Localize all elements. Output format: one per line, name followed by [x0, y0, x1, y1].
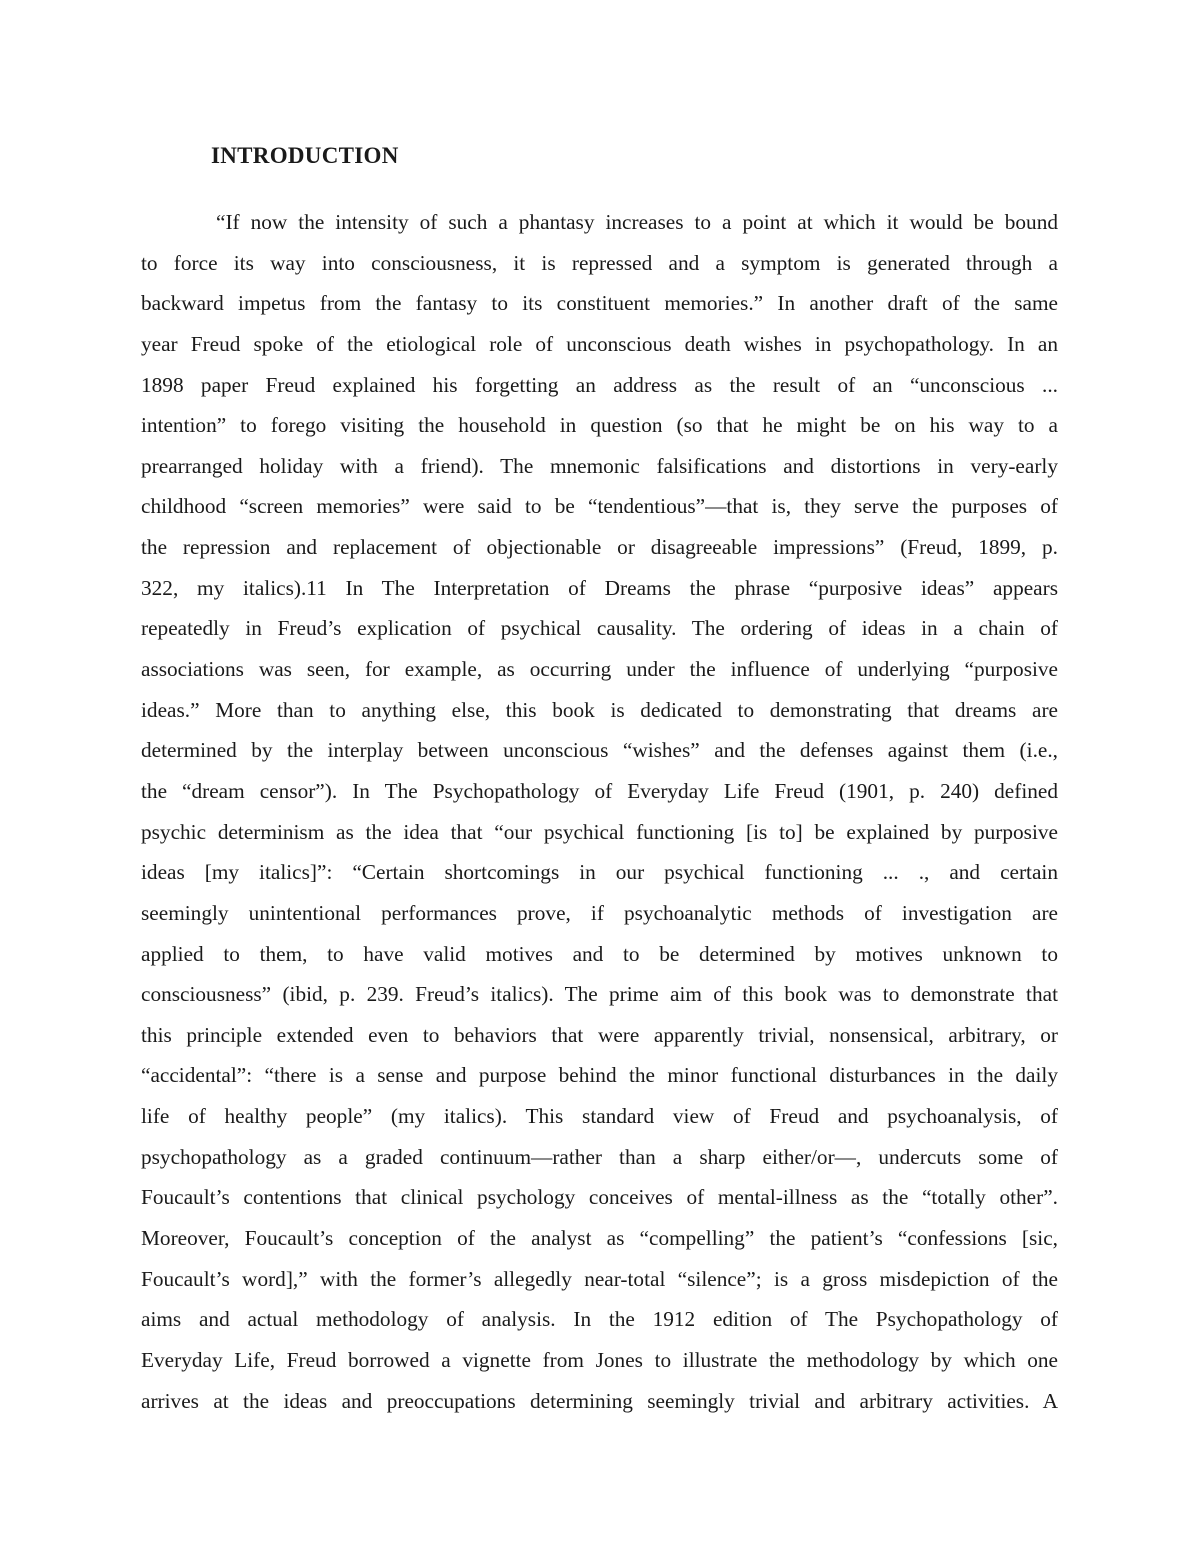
text-line: Foucault’s contentions that clinical psychology conceives of mental-illness as the “totally other”.	[141, 1185, 1058, 1210]
text-line: repeatedly in Freud’s explication of psychical causality. The ordering of ideas in a chain of	[141, 616, 1058, 641]
text-line: Moreover, Foucault’s conception of the analyst as “compelling” the patient’s “confessions [sic,	[141, 1226, 1058, 1251]
text-line: seemingly unintentional performances prove, if psychoanalytic methods of investigation are	[141, 900, 1058, 925]
text-line: “If now the intensity of such a phantasy increases to a point at which it would be bound	[216, 210, 1058, 234]
text-line: intention” to forego visiting the household in question (so that he might be on his way to a	[141, 413, 1058, 438]
text-line: to force its way into consciousness, it is repressed and a symptom is generated through a	[141, 250, 1058, 275]
text-line: Everyday Life, Freud borrowed a vignette from Jones to illustrate the methodology by which one	[141, 1347, 1058, 1372]
text-line: prearranged holiday with a friend). The mnemonic falsifications and distortions in very-early	[141, 453, 1058, 478]
text-line: life of healthy people” (my italics). This standard view of Freud and psychoanalysis, of	[141, 1104, 1058, 1129]
text-line: ideas.” More than to anything else, this book is dedicated to demonstrating that dreams are	[141, 697, 1058, 722]
text-line: 1898 paper Freud explained his forgetting an address as the result of an “unconscious ...	[141, 372, 1058, 397]
text-line: ideas [my italics]”: “Certain shortcomings in our psychical functioning ... ., and certain	[141, 860, 1058, 885]
text-line: aims and actual methodology of analysis. In the 1912 edition of The Psychopathology of	[141, 1307, 1058, 1332]
text-line: consciousness” (ibid, p. 239. Freud’s italics). The prime aim of this book was to demonstrate that	[141, 982, 1058, 1007]
text-line: determined by the interplay between unconscious “wishes” and the defenses against them (i.e.,	[141, 738, 1058, 763]
text-line: childhood “screen memories” were said to be “tendentious”—that is, they serve the purposes of	[141, 494, 1058, 519]
text-line: associations was seen, for example, as occurring under the influence of underlying “purposive	[141, 657, 1058, 682]
body-text	[141, 202, 1058, 1421]
text-line: “accidental”: “there is a sense and purpose behind the minor functional disturbances in the daily	[141, 1063, 1058, 1088]
text-line: the repression and replacement of objectionable or disagreeable impressions” (Freud, 1899, p.	[141, 535, 1058, 560]
text-line: this principle extended even to behaviors that were apparently trivial, nonsensical, arbitrary, or	[141, 1022, 1058, 1047]
text-line: Foucault’s word],” with the former’s allegedly near-total “silence”; is a gross misdepiction of the	[141, 1266, 1058, 1291]
text-line: psychopathology as a graded continuum—rather than a sharp either/or—, undercuts some of	[141, 1144, 1058, 1169]
text-line: the “dream censor”). In The Psychopathology of Everyday Life Freud (1901, p. 240) defined	[141, 778, 1058, 803]
text-line: year Freud spoke of the etiological role of unconscious death wishes in psychopathology. In an	[141, 331, 1058, 356]
text-line: 322, my italics).11 In The Interpretation of Dreams the phrase “purposive ideas” appears	[141, 575, 1058, 600]
text-line: arrives at the ideas and preoccupations determining seemingly trivial and arbitrary activities. A	[141, 1388, 1058, 1413]
text-line: backward impetus from the fantasy to its constituent memories.” In another draft of the same	[141, 291, 1058, 316]
section-heading: INTRODUCTION	[211, 143, 399, 168]
text-line: applied to them, to have valid motives and to be determined by motives unknown to	[141, 941, 1058, 966]
text-line: psychic determinism as the idea that “our psychical functioning [is to] be explained by purposive	[141, 819, 1058, 844]
